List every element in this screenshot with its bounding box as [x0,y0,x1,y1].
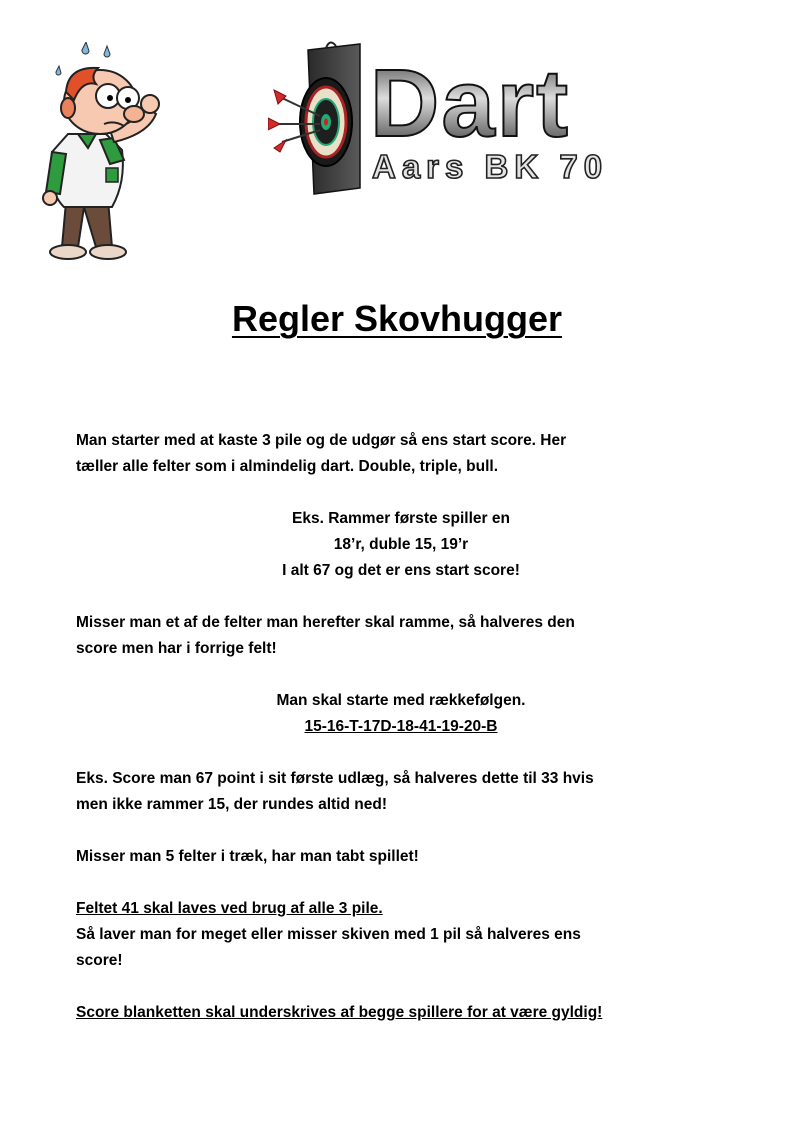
example-1-line-3: I alt 67 og det er ens start score! [282,562,520,579]
rule-intro-line-2: tæller alle felter som i almindelig dart. Double, triple, bull. [76,458,499,475]
rule-41-line-2: Så laver man for meget eller misser skiven med 1 pil så halveres ens [76,926,581,943]
confused-man-illustration [38,42,178,267]
rule-intro-line-1: Man starter med at kaste 3 pile og de udgør så ens start score. Her [76,432,567,449]
rule-41-line-3: score! [76,952,123,969]
rule-41-heading: Feltet 41 skal laves ved brug af alle 3 pile. [76,900,383,917]
page-title: Regler Skovhugger [231,298,563,339]
example-1-line-1: Eks. Rammer første spiller en [292,510,510,527]
logo-club-name: Aars BK 70 [372,148,609,185]
rule-signature: Score blanketten skal underskrives af begge spillere for at være gyldig! [76,1004,603,1021]
rule-miss-line-2: score men har i forrige felt! [76,640,277,657]
example-2-line-1: Eks. Score man 67 point i sit første udlæg, så halveres dette til 33 hvis [76,770,594,787]
example-2-line-2: men ikke rammer 15, der rundes altid ned! [76,796,387,813]
rule-five-misses: Misser man 5 felter i træk, har man tabt spillet! [76,848,419,865]
logo-word: Dart [370,50,571,157]
order-label: Man skal starte med rækkefølgen. [276,692,526,709]
rules-body [76,428,726,1026]
dart-logo [268,38,768,203]
rule-miss-line-1: Misser man et af de felter man herefter skal ramme, så halveres den [76,614,575,631]
example-1-line-2: 18’r, duble 15, 19’r [333,536,469,553]
header [0,0,794,270]
order-sequence: 15-16-T-17D-18-41-19-20-B [304,718,498,735]
